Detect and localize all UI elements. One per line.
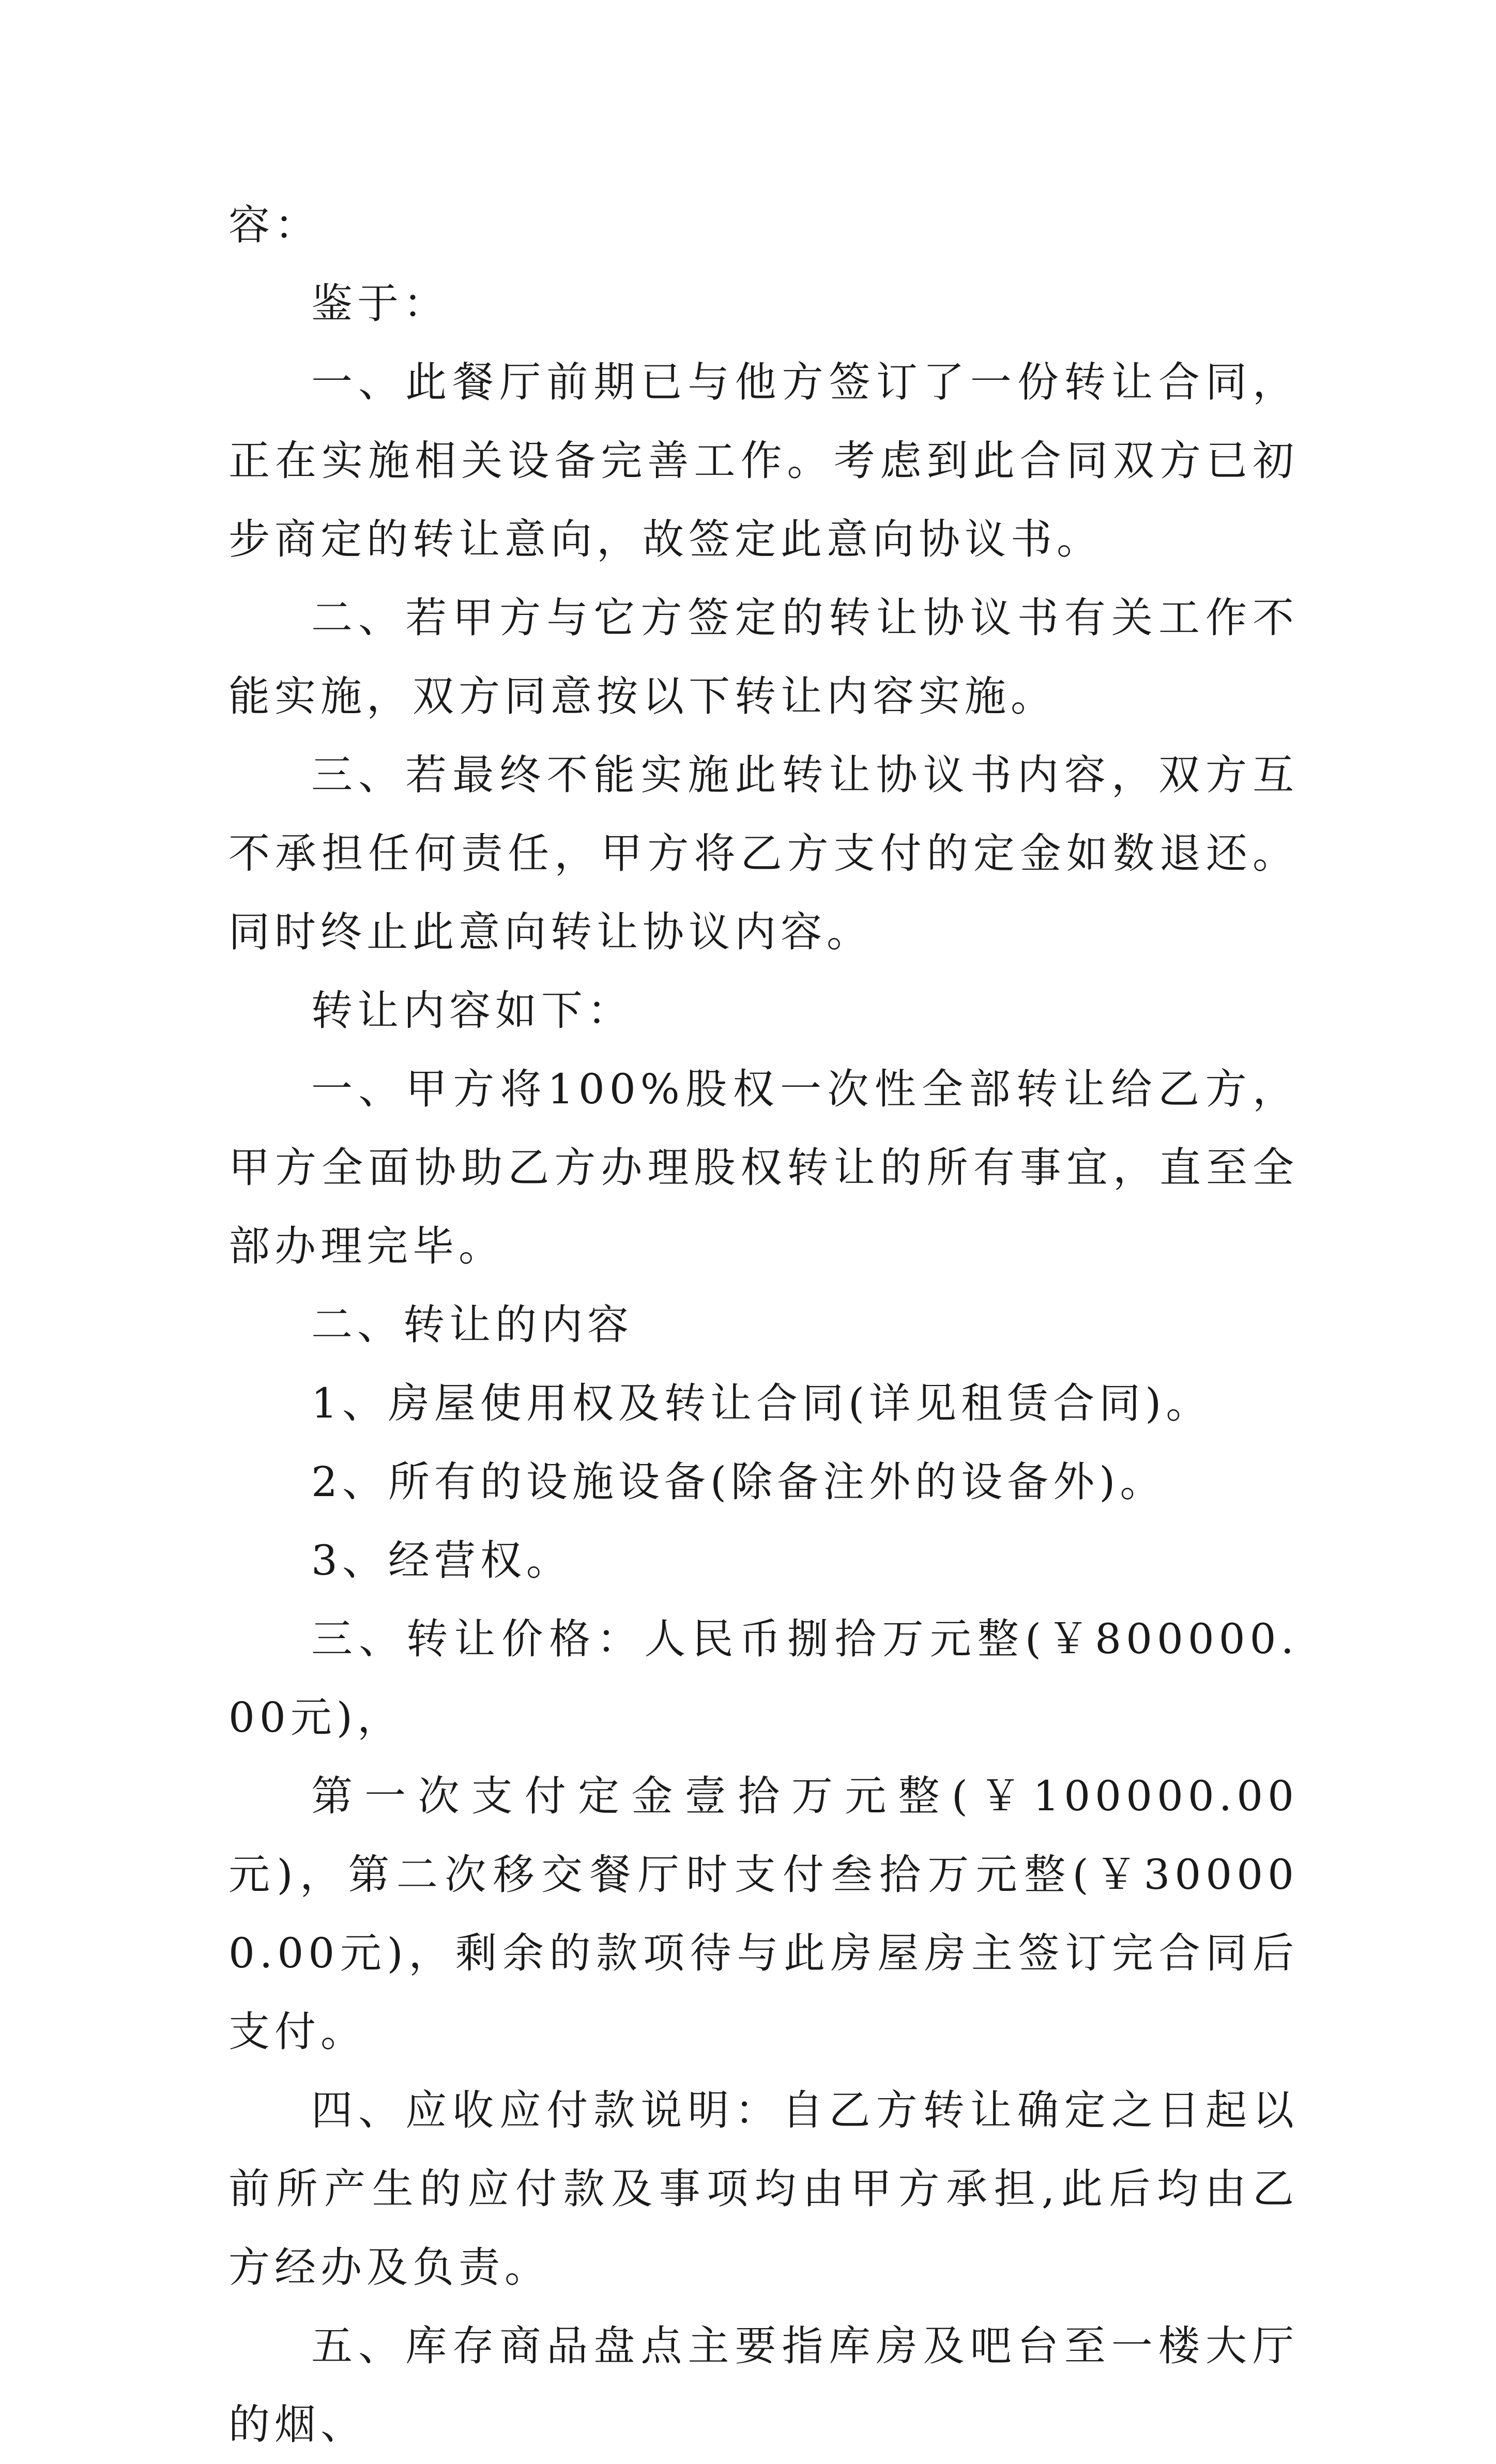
paragraph-clause-2-heading: 二、转让的内容 [311, 1301, 633, 1349]
paragraph-clause-2-item-1: 1、房屋使用权及转让合同(详见租赁合同)。 [311, 1379, 1212, 1427]
paragraph-transfer-heading: 转让内容如下： [311, 987, 633, 1035]
document-body [228, 186, 1299, 2464]
paragraph-whereas-3: 三、若最终不能实施此转让协议书内容，双方互不承担任何责任，甲方将乙方支付的定金如数退还。同时终止此意向转让协议内容。 [228, 751, 1299, 956]
paragraph-clause-5: 五、库存商品盘点主要指库房及吧台至一楼大厅的烟、 [228, 2322, 1299, 2448]
paragraph-clause-4: 四、应收应付款说明：自乙方转让确定之日起以前所产生的应付款及事项均由甲方承担,此后均由乙方经办及负责。 [228, 2086, 1299, 2291]
paragraph-clause-1: 一、甲方将100%股权一次性全部转让给乙方，甲方全面协助乙方办理股权转让的所有事宜，直至全部办理完毕。 [228, 1065, 1299, 1270]
paragraph-whereas-1: 一、此餐厅前期已与他方签订了一份转让合同，正在实施相关设备完善工作。考虑到此合同双方已初步商定的转让意向，故签定此意向协议书。 [228, 358, 1299, 563]
paragraph-clause-2-item-2: 2、所有的设施设备(除备注外的设备外)。 [311, 1458, 1166, 1506]
paragraph-continuation: 容： [228, 201, 320, 249]
paragraph-clause-3-price: 三、转让价格：人民币捌拾万元整(￥800000.00元)， [228, 1615, 1299, 1742]
paragraph-whereas-heading: 鉴于： [311, 280, 449, 328]
paragraph-whereas-2: 二、若甲方与它方签定的转让协议书有关工作不能实施，双方同意按以下转让内容实施。 [228, 594, 1299, 720]
paragraph-payment-schedule: 第一次支付定金壹拾万元整(￥100000.00元)，第二次移交餐厅时支付叁拾万元整(￥300000.00元)，剩余的款项待与此房屋房主签订完合同后支付。 [228, 1772, 1299, 2056]
paragraph-clause-2-item-3: 3、经营权。 [311, 1536, 572, 1584]
